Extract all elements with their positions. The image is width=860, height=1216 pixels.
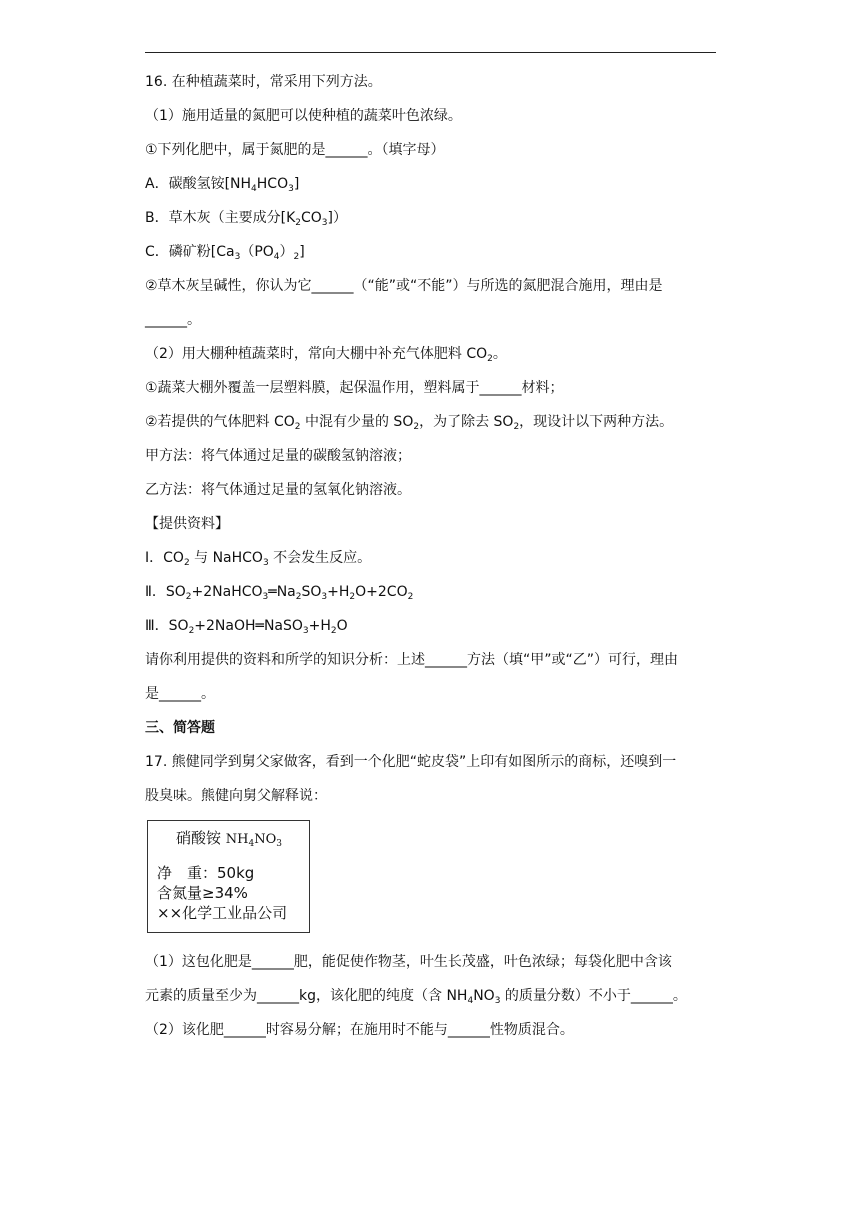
- header-rule: [145, 52, 716, 53]
- method-jia: 甲方法：将气体通过足量的碳酸氢钠溶液；: [145, 448, 411, 464]
- q16-part2-sub2: ②若提供的气体肥料 $CO_2$ 中混有少量的 $SO_2$，为了除去 $SO_2$，现设计以下两种方法。: [145, 414, 674, 432]
- info-title: 【提供资料】: [145, 516, 229, 532]
- analysis-line2: 是______。: [145, 686, 215, 702]
- info-item-3: Ⅲ．$SO_2+2NaOH═NaSO_3+H_2O$: [145, 618, 348, 636]
- label-nitrogen-content: 含氮量≥34%: [157, 884, 248, 902]
- q16-part1-sub1: ①下列化肥中，属于氮肥的是______。（填字母）: [145, 142, 445, 158]
- q16-stem: 16. 在种植蔬菜时，常采用下列方法。: [145, 74, 382, 90]
- label-net-weight: 净 重：50kg: [157, 864, 255, 882]
- q16-option-a: A．碳酸氢铵$[NH_4HCO_3]$: [145, 176, 300, 194]
- label-company: ××化学工业品公司: [157, 904, 288, 922]
- analysis-line1: 请你利用提供的资料和所学的知识分析：上述______方法（填“甲”或“乙”）可行，理由: [145, 652, 679, 668]
- q17-stem-line2: 股臭味。熊健向舅父解释说：: [145, 788, 327, 804]
- q16-option-b: B．草木灰（主要成分$[K_2CO_3]$）: [145, 210, 347, 228]
- q16-part2: （2）用大棚种植蔬菜时，常向大棚中补充气体肥料 $CO_2$。: [145, 346, 507, 364]
- fertilizer-label: [147, 820, 310, 933]
- q17-part1-line2: 元素的质量至少为______kg，该化肥的纯度（含 $NH_4NO_3$ 的质量分数）不小于______。: [145, 988, 687, 1006]
- section-heading: 三、简答题: [145, 720, 215, 736]
- q16-option-c: C．磷矿粉$[Ca_3(PO_4)_2]$: [145, 244, 305, 262]
- info-item-1: Ⅰ．$CO_2$ 与 NaHCO$_3$ 不会发生反应。: [145, 550, 372, 568]
- q16-part1: （1）施用适量的氮肥可以使种植的蔬菜叶色浓绿。: [145, 108, 462, 124]
- method-yi: 乙方法：将气体通过足量的氢氧化钠溶液。: [145, 482, 411, 498]
- q17-part2: （2）该化肥______时容易分解；在施用时不能与______性物质混合。: [145, 1022, 574, 1038]
- q17-part1-line1: （1）这包化肥是______肥，能促使作物茎，叶生长茂盛，叶色浓绿；每袋化肥中含该: [145, 954, 672, 970]
- q16-part1-sub2-line1: ②草木灰呈碱性，你认为它______（“能”或“不能”）与所选的氮肥混合施用，理由是: [145, 278, 663, 294]
- q17-stem-line1: 17. 熊健同学到舅父家做客，看到一个化肥“蛇皮袋”上印有如图所示的商标，还嗅到一: [145, 754, 677, 770]
- label-product-name: 硝酸铵 $NH_4NO_3$: [176, 829, 283, 849]
- q16-part1-sub2-line2: ______。: [145, 312, 201, 328]
- info-item-2: Ⅱ．$SO_2+2NaHCO_3═Na_2SO_3+H_2O+2CO_2$: [145, 584, 414, 602]
- q16-part2-sub1: ①蔬菜大棚外覆盖一层塑料膜，起保温作用，塑料属于______材料；: [145, 380, 564, 396]
